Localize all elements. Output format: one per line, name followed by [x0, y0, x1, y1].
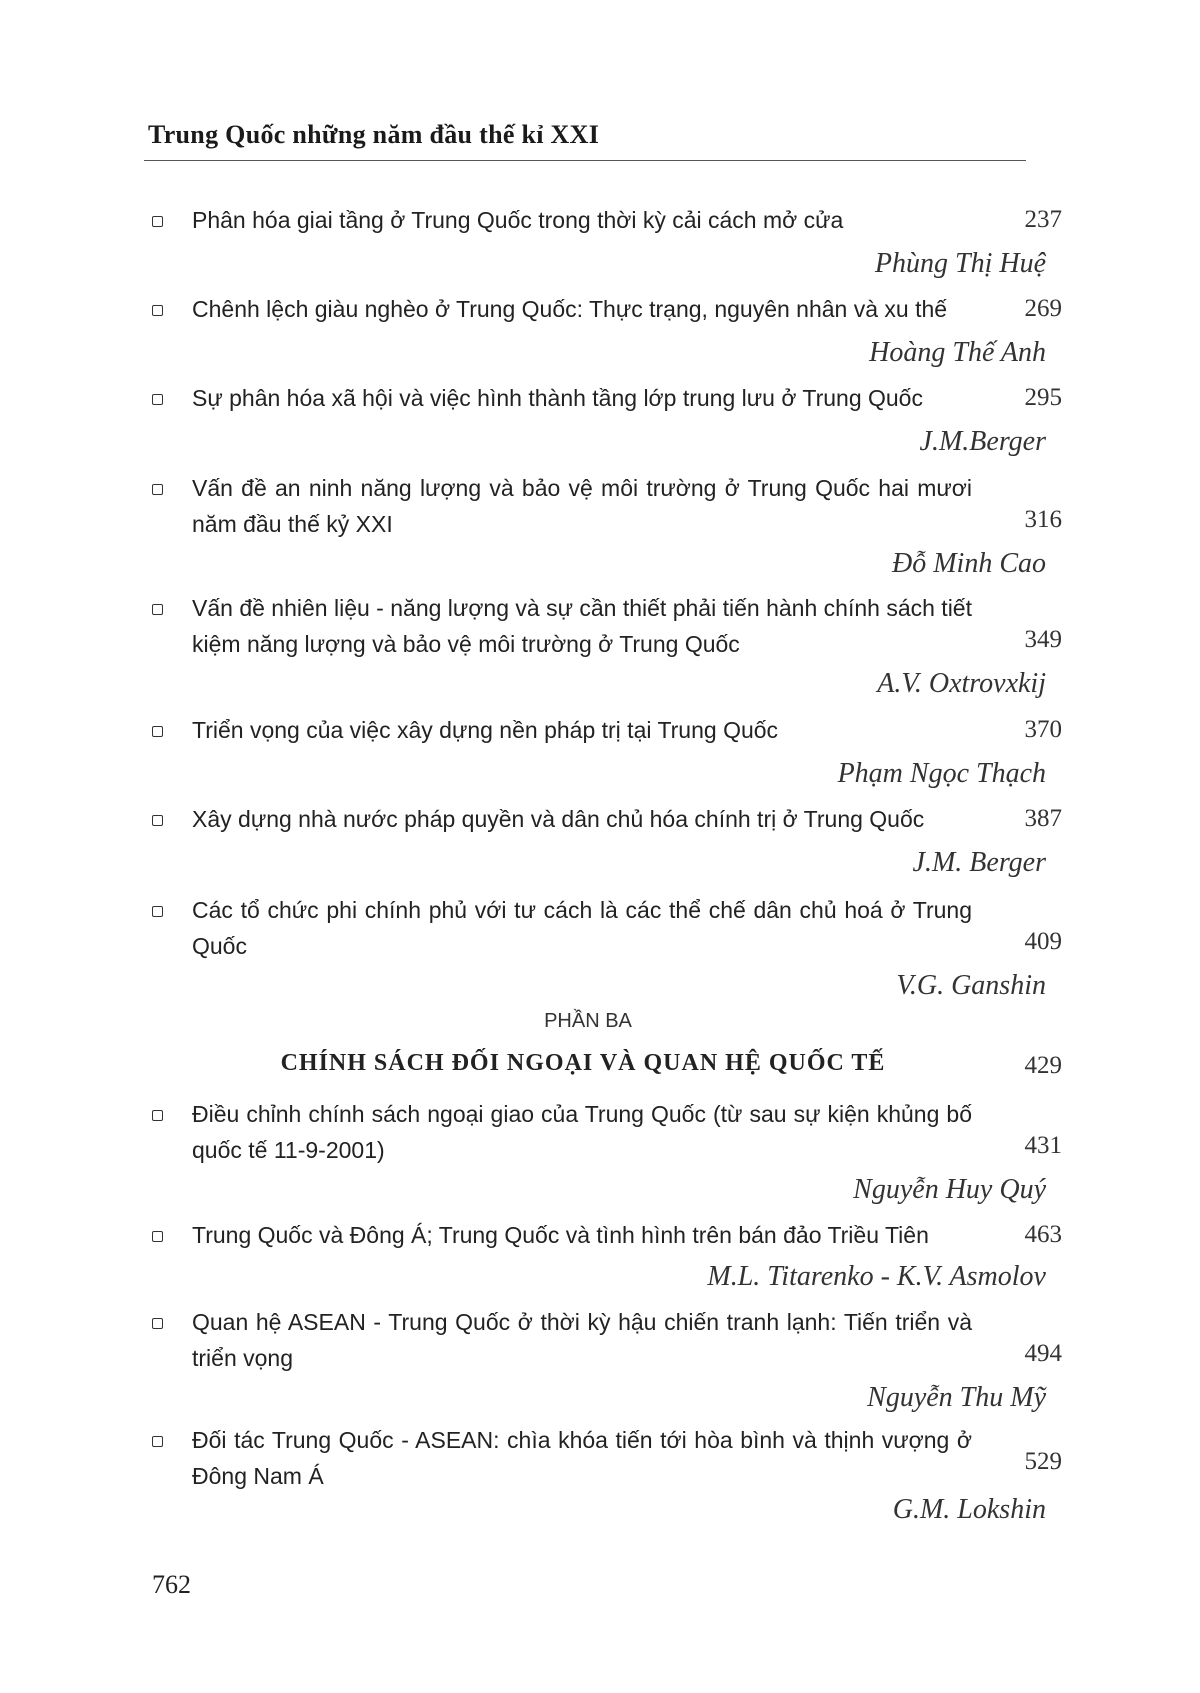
entry-author: Phùng Thị Huệ: [874, 248, 1046, 279]
checkbox-bullet-icon: [152, 906, 163, 917]
entry-author: J.M. Berger: [912, 847, 1046, 878]
checkbox-bullet-icon: [152, 1231, 163, 1242]
entry-page-number: 316: [1024, 506, 1062, 533]
entry-title: Trung Quốc và Đông Á; Trung Quốc và tình hình trên bán đảo Triều Tiên: [192, 1222, 929, 1248]
checkbox-bullet-icon: [152, 1318, 163, 1329]
entry-page-number: 295: [1024, 384, 1062, 411]
entry-title: Triển vọng của việc xây dựng nền pháp trị tại Trung Quốc: [192, 717, 779, 743]
entry-title: Các tổ chức phi chính phủ với tư cách là các thể chế dân chủ hoá ở Trung Quốc: [192, 897, 972, 959]
running-head: Trung Quốc những năm đầu thế kỉ XXI: [148, 120, 600, 149]
section-label: PHẦN BA: [544, 1010, 632, 1032]
header-rule: [144, 160, 1026, 161]
entry-title: Vấn đề nhiên liệu - năng lượng và sự cần thiết phải tiến hành chính sách tiết kiệm năng lượng và bảo vệ môi trường ở Trung Quốc: [192, 595, 972, 657]
section-page-number: 429: [1024, 1052, 1062, 1079]
entry-page-number: 529: [1024, 1448, 1062, 1475]
entry-author: A.V. Oxtrovxkij: [877, 668, 1046, 699]
entry-title: Điều chỉnh chính sách ngoại giao của Trung Quốc (từ sau sự kiện khủng bố quốc tế 11-9-2001): [192, 1101, 972, 1163]
entry-author: J.M.Berger: [919, 426, 1046, 457]
entry-author: Hoàng Thế Anh: [869, 337, 1046, 368]
entry-page-number: 237: [1024, 206, 1062, 233]
entry-title: Vấn đề an ninh năng lượng và bảo vệ môi trường ở Trung Quốc hai mươi năm đầu thế kỷ XXI: [192, 475, 972, 537]
entry-author: Phạm Ngọc Thạch: [837, 758, 1046, 789]
entry-page-number: 463: [1024, 1221, 1062, 1248]
entry-title: Phân hóa giai tầng ở Trung Quốc trong thời kỳ cải cách mở cửa: [192, 207, 844, 233]
checkbox-bullet-icon: [152, 216, 163, 227]
checkbox-bullet-icon: [152, 305, 163, 316]
entry-author: Đỗ Minh Cao: [892, 548, 1046, 579]
checkbox-bullet-icon: [152, 1436, 163, 1447]
entry-page-number: 349: [1024, 626, 1062, 653]
page-number-folio: 762: [152, 1570, 191, 1599]
checkbox-bullet-icon: [152, 815, 163, 826]
entry-page-number: 370: [1024, 716, 1062, 743]
entry-author: Nguyễn Huy Quý: [853, 1174, 1046, 1205]
checkbox-bullet-icon: [152, 394, 163, 405]
checkbox-bullet-icon: [152, 484, 163, 495]
entry-page-number: 409: [1024, 928, 1062, 955]
section-title: CHÍNH SÁCH ĐỐI NGOẠI VÀ QUAN HỆ QUỐC TẾ: [280, 1050, 886, 1076]
entry-page-number: 494: [1024, 1340, 1062, 1367]
entry-title: Chênh lệch giàu nghèo ở Trung Quốc: Thực trạng, nguyên nhân và xu thế: [192, 296, 948, 322]
entry-page-number: 269: [1024, 295, 1062, 322]
entry-page-number: 431: [1024, 1132, 1062, 1159]
entry-title: Quan hệ ASEAN - Trung Quốc ở thời kỳ hậu chiến tranh lạnh: Tiến triển và triển vọng: [192, 1309, 972, 1371]
entry-page-number: 387: [1024, 805, 1062, 832]
entry-author: V.G. Ganshin: [896, 970, 1046, 1001]
checkbox-bullet-icon: [152, 726, 163, 737]
entry-title: Đối tác Trung Quốc - ASEAN: chìa khóa tiến tới hòa bình và thịnh vượng ở Đông Nam Á: [192, 1427, 972, 1489]
entry-author: M.L. Titarenko - K.V. Asmolov: [707, 1261, 1046, 1292]
entry-author: G.M. Lokshin: [892, 1494, 1046, 1525]
checkbox-bullet-icon: [152, 604, 163, 615]
entry-author: Nguyễn Thu Mỹ: [867, 1382, 1046, 1413]
entry-title: Sự phân hóa xã hội và việc hình thành tầng lớp trung lưu ở Trung Quốc: [192, 385, 923, 411]
entry-title: Xây dựng nhà nước pháp quyền và dân chủ hóa chính trị ở Trung Quốc: [192, 806, 925, 832]
checkbox-bullet-icon: [152, 1110, 163, 1121]
